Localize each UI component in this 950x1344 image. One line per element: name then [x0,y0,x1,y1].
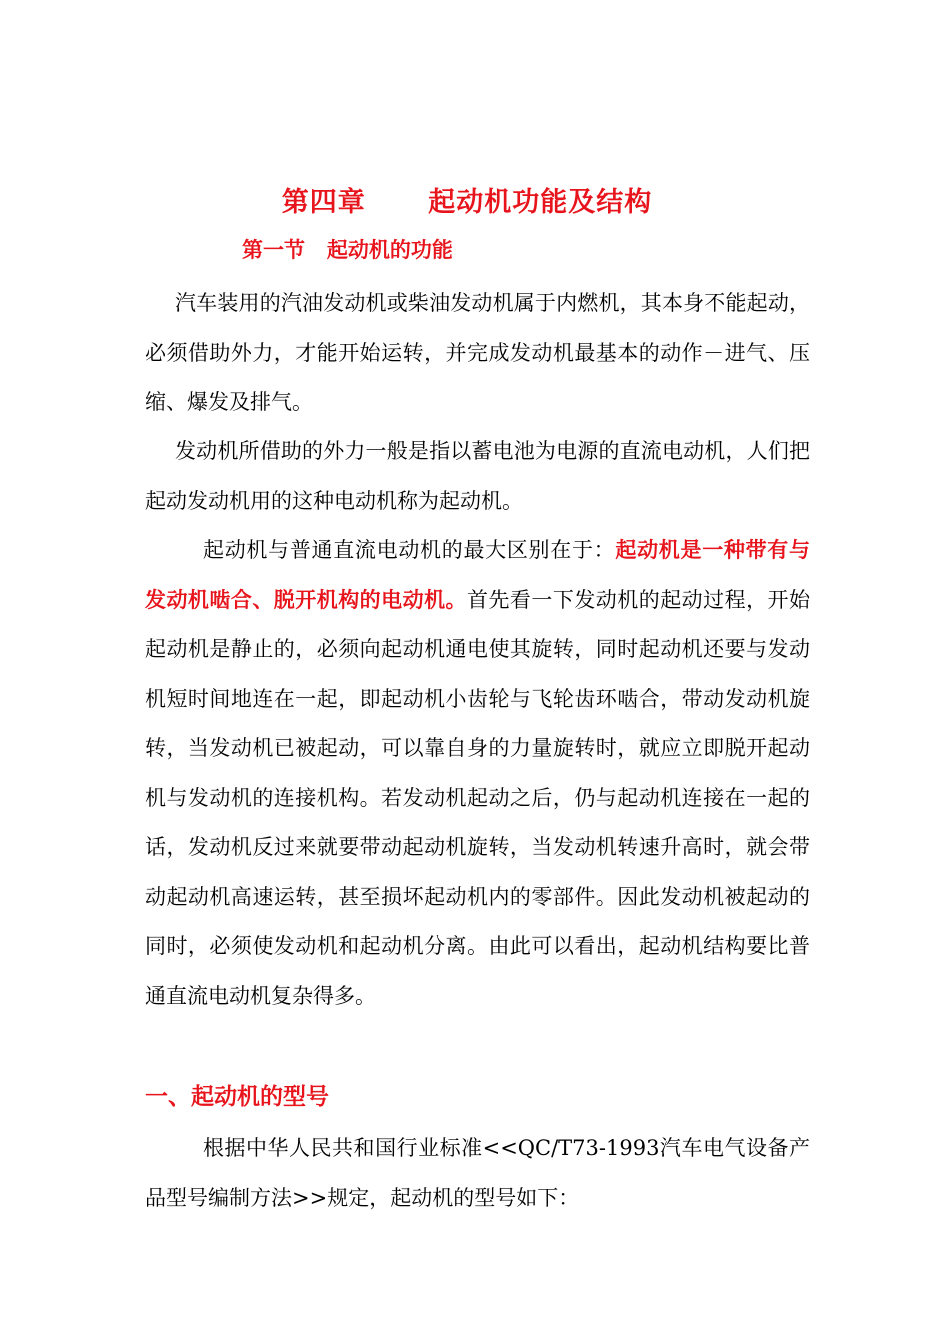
paragraph-external-force-text: 发动机所借助的外力一般是指以蓄电池为电源的直流电动机，人们把起动发动机用的这种电动机称为起动机。 [145,439,810,513]
paragraph-difference-lead: 起动机与普通直流电动机的最大区别在于： [203,538,616,562]
paragraph-external-force [145,427,810,526]
paragraph-difference [145,526,810,1021]
paragraph-standard: 根据中华人民共和国行业标准<<QC/T73-1993汽车电气设备产品型号编制方法>>规定，起动机的型号如下： [145,1136,810,1210]
paragraph-difference-rest: 首先看一下发动机的起动过程，开始起动机是静止的，必须向起动机通电使其旋转，同时起动机还要与发动机短时间地连在一起，即起动机小齿轮与飞轮齿环啮合，带动发动机旋转，当发动机已被起动，可以靠自身的力量旋转时，就应立即脱开起动机与发动机的连接机构。若发动机起动之后，仍与起动机连接在一起的话，发动机反过来就要带动起动机旋转，当发动机转速升高时，就会带动起动机高速运转，甚至损坏起动机内的零部件。因此发动机被起动的同时，必须使发动机和起动机分离。由此可以看出，起动机结构要比普通直流电动机复杂得多。 [145,587,810,1008]
paragraph-intro-text: 汽车装用的汽油发动机或柴油发动机属于内燃机，其本身不能起动，必须借助外力，才能开始运转，并完成发动机最基本的动作－进气、压缩、爆发及排气。 [145,291,810,414]
section-title: 第一节 起动机的功能 [242,238,453,262]
chapter-title: 第四章 起动机功能及结构 [281,187,653,218]
paragraph-intro [145,279,810,428]
subheading-model: 一、起动机的型号 [145,1084,329,1110]
paragraph-difference-emphasis: 起动机是一种带有与发动机啮合、脱开机构的电动机。 [145,538,811,612]
